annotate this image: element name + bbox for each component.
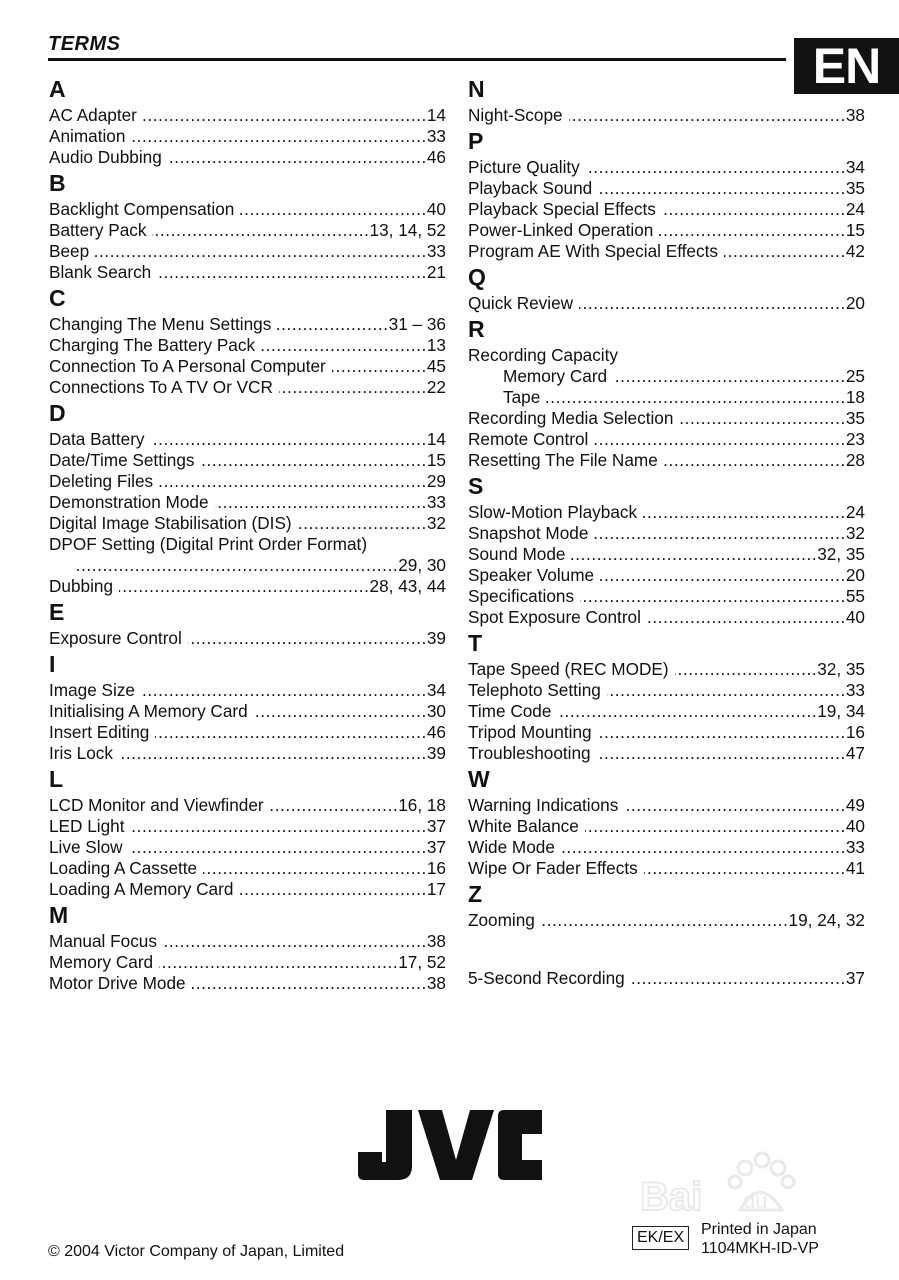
section-letter: E (49, 599, 65, 625)
index-entry (49, 220, 446, 241)
entry-term: Loading A Cassette (49, 858, 198, 878)
index-entry (49, 680, 446, 701)
section-letter: I (49, 651, 56, 677)
entry-pages: 55 (845, 586, 865, 606)
entry-pages: 38 (426, 931, 446, 951)
index-entry (468, 722, 865, 743)
watermark-icon (640, 1150, 880, 1230)
entry-term: Beep (49, 241, 90, 261)
index-entry (49, 429, 446, 450)
dot-leader (598, 722, 846, 743)
index-entry (468, 178, 865, 199)
dot-leader (664, 450, 846, 471)
dot-leader (644, 858, 846, 879)
dot-leader (192, 973, 427, 994)
entry-pages: 32 (426, 513, 446, 533)
entry-term: Sound Mode (468, 544, 566, 564)
entry-term: Digital Image Stabilisation (DIS) (49, 513, 292, 533)
dot-leader (541, 910, 789, 931)
entry-term: DPOF Setting (Digital Print Order Format) (49, 534, 368, 554)
entry-pages: 33 (845, 680, 865, 700)
entry-pages: 29, 30 (398, 555, 446, 575)
entry-pages: 15 (845, 220, 865, 240)
index-entry (49, 492, 446, 513)
dot-leader (298, 513, 427, 534)
dot-leader (332, 356, 427, 377)
section-letter: M (49, 902, 69, 928)
entry-pages: 46 (426, 147, 446, 167)
dot-leader (624, 795, 846, 816)
entry-pages: 28, 43, 44 (369, 576, 446, 596)
entry-pages: 41 (845, 858, 865, 878)
index-entry (468, 607, 865, 628)
section-letter: Z (468, 881, 483, 907)
index-entry (49, 816, 446, 837)
entry-term: Wide Mode (468, 837, 555, 857)
entry-term: LCD Monitor and Viewfinder (49, 795, 264, 815)
entry-term: Live Slow (49, 837, 123, 857)
index-entry (49, 555, 446, 576)
entry-term: LED Light (49, 816, 125, 836)
entry-pages: 16, 18 (398, 795, 446, 815)
dot-leader (240, 199, 427, 220)
dot-leader (662, 199, 846, 220)
index-entry (468, 429, 865, 450)
copyright-text: © 2004 Victor Company of Japan, Limited (48, 1243, 345, 1260)
entry-term: Zooming (468, 910, 535, 930)
dot-leader (152, 220, 369, 241)
section-letter: N (468, 76, 485, 102)
dot-leader (215, 492, 427, 513)
index-entry (49, 722, 446, 743)
dot-leader (613, 366, 846, 387)
index-entry (49, 126, 446, 147)
index-entry (468, 544, 865, 565)
dot-leader (270, 795, 399, 816)
jvc-logo (358, 1110, 542, 1180)
entry-term: Dubbing (49, 576, 114, 596)
index-entry (468, 220, 865, 241)
dot-leader (631, 968, 846, 989)
dot-leader (151, 429, 427, 450)
entry-pages: 24 (845, 199, 865, 219)
index-entry (468, 837, 865, 858)
entry-term: Specifications (468, 586, 575, 606)
entry-term: Recording Media Selection (468, 408, 674, 428)
entry-pages: 14 (426, 105, 446, 125)
index-entry (468, 366, 865, 387)
dot-leader (586, 157, 846, 178)
index-entry (49, 335, 446, 356)
entry-pages: 35 (845, 178, 865, 198)
entry-term: Program AE With Special Effects (468, 241, 718, 261)
index-entry (49, 837, 446, 858)
dot-leader (579, 293, 846, 314)
index-entry (468, 502, 865, 523)
dot-leader (594, 523, 845, 544)
entry-term: Deleting Files (49, 471, 154, 491)
index-entry (468, 199, 865, 220)
entry-pages: 32 (845, 523, 865, 543)
dot-leader (203, 858, 427, 879)
entry-pages: 32, 35 (817, 659, 865, 679)
dot-leader (600, 565, 846, 586)
entry-term: Slow-Motion Playback (468, 502, 638, 522)
index-entry (49, 952, 446, 973)
svg-text:du: du (743, 1188, 768, 1213)
entry-term: Power-Linked Operation (468, 220, 654, 240)
entry-pages: 14 (426, 429, 446, 449)
entry-pages: 33 (426, 492, 446, 512)
entry-pages: 45 (426, 356, 446, 376)
index-entry (49, 743, 446, 764)
section-letter: T (468, 630, 483, 656)
dot-leader (201, 450, 427, 471)
printed-in-text: Printed in Japan (701, 1221, 817, 1238)
entry-term: Spot Exposure Control (468, 607, 641, 627)
header-rule (48, 58, 786, 61)
dot-leader (557, 701, 817, 722)
entry-term: Battery Pack (49, 220, 147, 240)
entry-term: Data Battery (49, 429, 145, 449)
entry-term: Tape Speed (REC MODE) (468, 659, 669, 679)
entry-pages: 15 (426, 450, 446, 470)
index-entry (468, 968, 865, 989)
entry-pages: 18 (845, 387, 865, 407)
section-letter: L (49, 766, 64, 792)
index-entry (468, 293, 865, 314)
entry-term: Memory Card (49, 952, 154, 972)
entry-pages: 47 (845, 743, 865, 763)
section-letter: P (468, 128, 484, 154)
index-entry (468, 450, 865, 471)
entry-pages: 38 (845, 105, 865, 125)
entry-pages: 17, 52 (398, 952, 446, 972)
index-entry (49, 314, 446, 335)
index-entry (49, 377, 446, 398)
index-entry (49, 450, 446, 471)
entry-term: White Balance (468, 816, 579, 836)
entry-pages: 35 (845, 408, 865, 428)
entry-pages: 49 (845, 795, 865, 815)
entry-term: Charging The Battery Pack (49, 335, 256, 355)
index-entry (49, 199, 446, 220)
entry-term: Blank Search (49, 262, 152, 282)
entry-pages: 22 (426, 377, 446, 397)
dot-leader (561, 837, 846, 858)
dot-leader (95, 241, 427, 262)
dot-leader (157, 262, 427, 283)
entry-term: Recording Capacity (468, 345, 618, 365)
dot-leader (585, 816, 846, 837)
entry-pages: 38 (426, 973, 446, 993)
entry-term: Telephoto Setting (468, 680, 601, 700)
dot-leader (675, 659, 818, 680)
entry-term: Resetting The File Name (468, 450, 658, 470)
entry-pages: 39 (426, 628, 446, 648)
entry-term: Demonstration Mode (49, 492, 209, 512)
section-letter: B (49, 170, 66, 196)
entry-term: Memory Card (503, 366, 608, 386)
entry-term: AC Adapter (49, 105, 137, 125)
dot-leader (168, 147, 427, 168)
section-letter: R (468, 316, 485, 342)
entry-term: Time Code (468, 701, 552, 721)
index-entry (49, 576, 446, 597)
entry-pages: 23 (845, 429, 865, 449)
entry-term: Motor Drive Mode (49, 973, 186, 993)
entry-term: Connections To A TV Or VCR (49, 377, 273, 397)
entry-pages: 20 (845, 293, 865, 313)
entry-term: Quick Review (468, 293, 574, 313)
entry-pages: 13 (426, 335, 446, 355)
index-entry (49, 105, 446, 126)
entry-term: Loading A Memory Card (49, 879, 234, 899)
entry-term: Initialising A Memory Card (49, 701, 248, 721)
section-letter: W (468, 766, 490, 792)
entry-term: Changing The Menu Settings (49, 314, 272, 334)
dot-leader (239, 879, 426, 900)
entry-pages: 40 (426, 199, 446, 219)
entry-term: 5-Second Recording (468, 968, 625, 988)
index-entry (49, 513, 446, 534)
index-entry (49, 628, 446, 649)
dot-leader (279, 377, 427, 398)
dot-leader (188, 628, 427, 649)
entry-pages: 33 (426, 241, 446, 261)
entry-term: Wipe Or Fader Effects (468, 858, 638, 878)
index-column-right (468, 74, 865, 989)
section-letter: A (49, 76, 66, 102)
index-entry (468, 241, 865, 262)
index-column-left (49, 74, 446, 994)
entry-term: Iris Lock (49, 743, 113, 763)
index-entry (468, 586, 865, 607)
entry-term: Snapshot Mode (468, 523, 589, 543)
section-letter: C (49, 285, 66, 311)
dot-leader (155, 722, 427, 743)
index-entry (49, 701, 446, 722)
entry-term: Exposure Control (49, 628, 182, 648)
index-entry (468, 816, 865, 837)
index-entry (49, 931, 446, 952)
index-entry (468, 701, 865, 722)
entry-term: Remote Control (468, 429, 589, 449)
index-entry (468, 910, 865, 931)
index-entry (468, 105, 865, 126)
region-code-box: EK/EX (632, 1226, 689, 1250)
dot-leader (261, 335, 427, 356)
index-entry (468, 387, 865, 408)
dot-leader (643, 502, 846, 523)
index-entry (468, 523, 865, 544)
index-entry (49, 356, 446, 377)
page-title: TERMS (48, 33, 121, 55)
entry-pages: 34 (426, 680, 446, 700)
dot-leader (569, 105, 846, 126)
entry-pages: 19, 24, 32 (788, 910, 865, 930)
entry-pages: 29 (426, 471, 446, 491)
dot-leader (141, 680, 427, 701)
entry-term: Animation (49, 126, 126, 146)
print-info (701, 1220, 819, 1258)
dot-leader (130, 816, 426, 837)
dot-leader (163, 931, 427, 952)
svg-text:Bai: Bai (640, 1175, 703, 1219)
entry-term: Speaker Volume (468, 565, 595, 585)
entry-term: Connection To A Personal Computer (49, 356, 326, 376)
entry-pages: 40 (845, 607, 865, 627)
dot-leader (594, 429, 846, 450)
dot-leader (277, 314, 388, 335)
dot-leader (159, 952, 398, 973)
entry-pages: 40 (845, 816, 865, 836)
dot-leader (159, 471, 427, 492)
index-entry (468, 858, 865, 879)
index-entry (468, 565, 865, 586)
index-entry (468, 680, 865, 701)
entry-pages: 16 (845, 722, 865, 742)
entry-pages: 20 (845, 565, 865, 585)
index-entry (49, 795, 446, 816)
entry-pages: 31 – 36 (388, 314, 446, 334)
entry-term: Manual Focus (49, 931, 157, 951)
dot-leader (119, 576, 370, 597)
entry-pages: 24 (845, 502, 865, 522)
dot-leader (254, 701, 427, 722)
entry-term: Troubleshooting (468, 743, 591, 763)
entry-pages: 33 (845, 837, 865, 857)
index-entry (468, 408, 865, 429)
entry-pages: 25 (845, 366, 865, 386)
dot-leader (129, 837, 427, 858)
index-entry (468, 157, 865, 178)
entry-term: Image Size (49, 680, 135, 700)
entry-term: Backlight Compensation (49, 199, 235, 219)
section-letter: S (468, 473, 484, 499)
entry-term: Tape (503, 387, 541, 407)
dot-leader (647, 607, 846, 628)
document-code: 1104MKH-ID-VP (701, 1240, 819, 1257)
section-letter: D (49, 400, 66, 426)
entry-term: Playback Sound (468, 178, 593, 198)
section-spacer (468, 931, 865, 968)
dot-leader (679, 408, 845, 429)
entry-pages: 17 (426, 879, 446, 899)
entry-pages: 33 (426, 126, 446, 146)
entry-pages: 46 (426, 722, 446, 742)
index-entry (49, 973, 446, 994)
dot-leader (659, 220, 846, 241)
entry-term: Insert Editing (49, 722, 150, 742)
entry-pages: 34 (845, 157, 865, 177)
dot-leader (598, 178, 846, 199)
dot-leader (119, 743, 427, 764)
entry-term: Night-Scope (468, 105, 563, 125)
dot-leader (724, 241, 846, 262)
entry-pages: 37 (845, 968, 865, 988)
entry-pages: 39 (426, 743, 446, 763)
dot-leader (580, 586, 846, 607)
entry-pages: 30 (426, 701, 446, 721)
entry-pages: 19, 34 (817, 701, 865, 721)
entry-term: Audio Dubbing (49, 147, 162, 167)
index-entry (49, 879, 446, 900)
entry-pages: 32, 35 (817, 544, 865, 564)
entry-term: Warning Indications (468, 795, 619, 815)
index-entry (468, 345, 865, 366)
dot-leader (597, 743, 846, 764)
entry-term: Tripod Mounting (468, 722, 592, 742)
index-entry (49, 241, 446, 262)
entry-term (49, 555, 75, 576)
dot-leader (75, 555, 398, 576)
section-letter: Q (468, 264, 486, 290)
entry-pages: 21 (426, 262, 446, 282)
dot-leader (131, 126, 426, 147)
dot-leader (571, 544, 817, 565)
language-badge: EN (794, 38, 899, 94)
entry-pages: 37 (426, 837, 446, 857)
entry-term: Date/Time Settings (49, 450, 195, 470)
entry-pages: 28 (845, 450, 865, 470)
index-entry (468, 795, 865, 816)
entry-pages: 16 (426, 858, 446, 878)
index-entry (49, 147, 446, 168)
dot-leader (607, 680, 846, 701)
index-entry (468, 659, 865, 680)
index-entry (468, 743, 865, 764)
index-entry (49, 471, 446, 492)
entry-term: Playback Special Effects (468, 199, 656, 219)
dot-leader (143, 105, 427, 126)
index-entry (49, 858, 446, 879)
index-entry (49, 534, 446, 555)
entry-term: Picture Quality (468, 157, 580, 177)
entry-pages: 42 (845, 241, 865, 261)
entry-pages: 13, 14, 52 (369, 220, 446, 240)
entry-pages: 37 (426, 816, 446, 836)
index-entry (49, 262, 446, 283)
dot-leader (546, 387, 846, 408)
